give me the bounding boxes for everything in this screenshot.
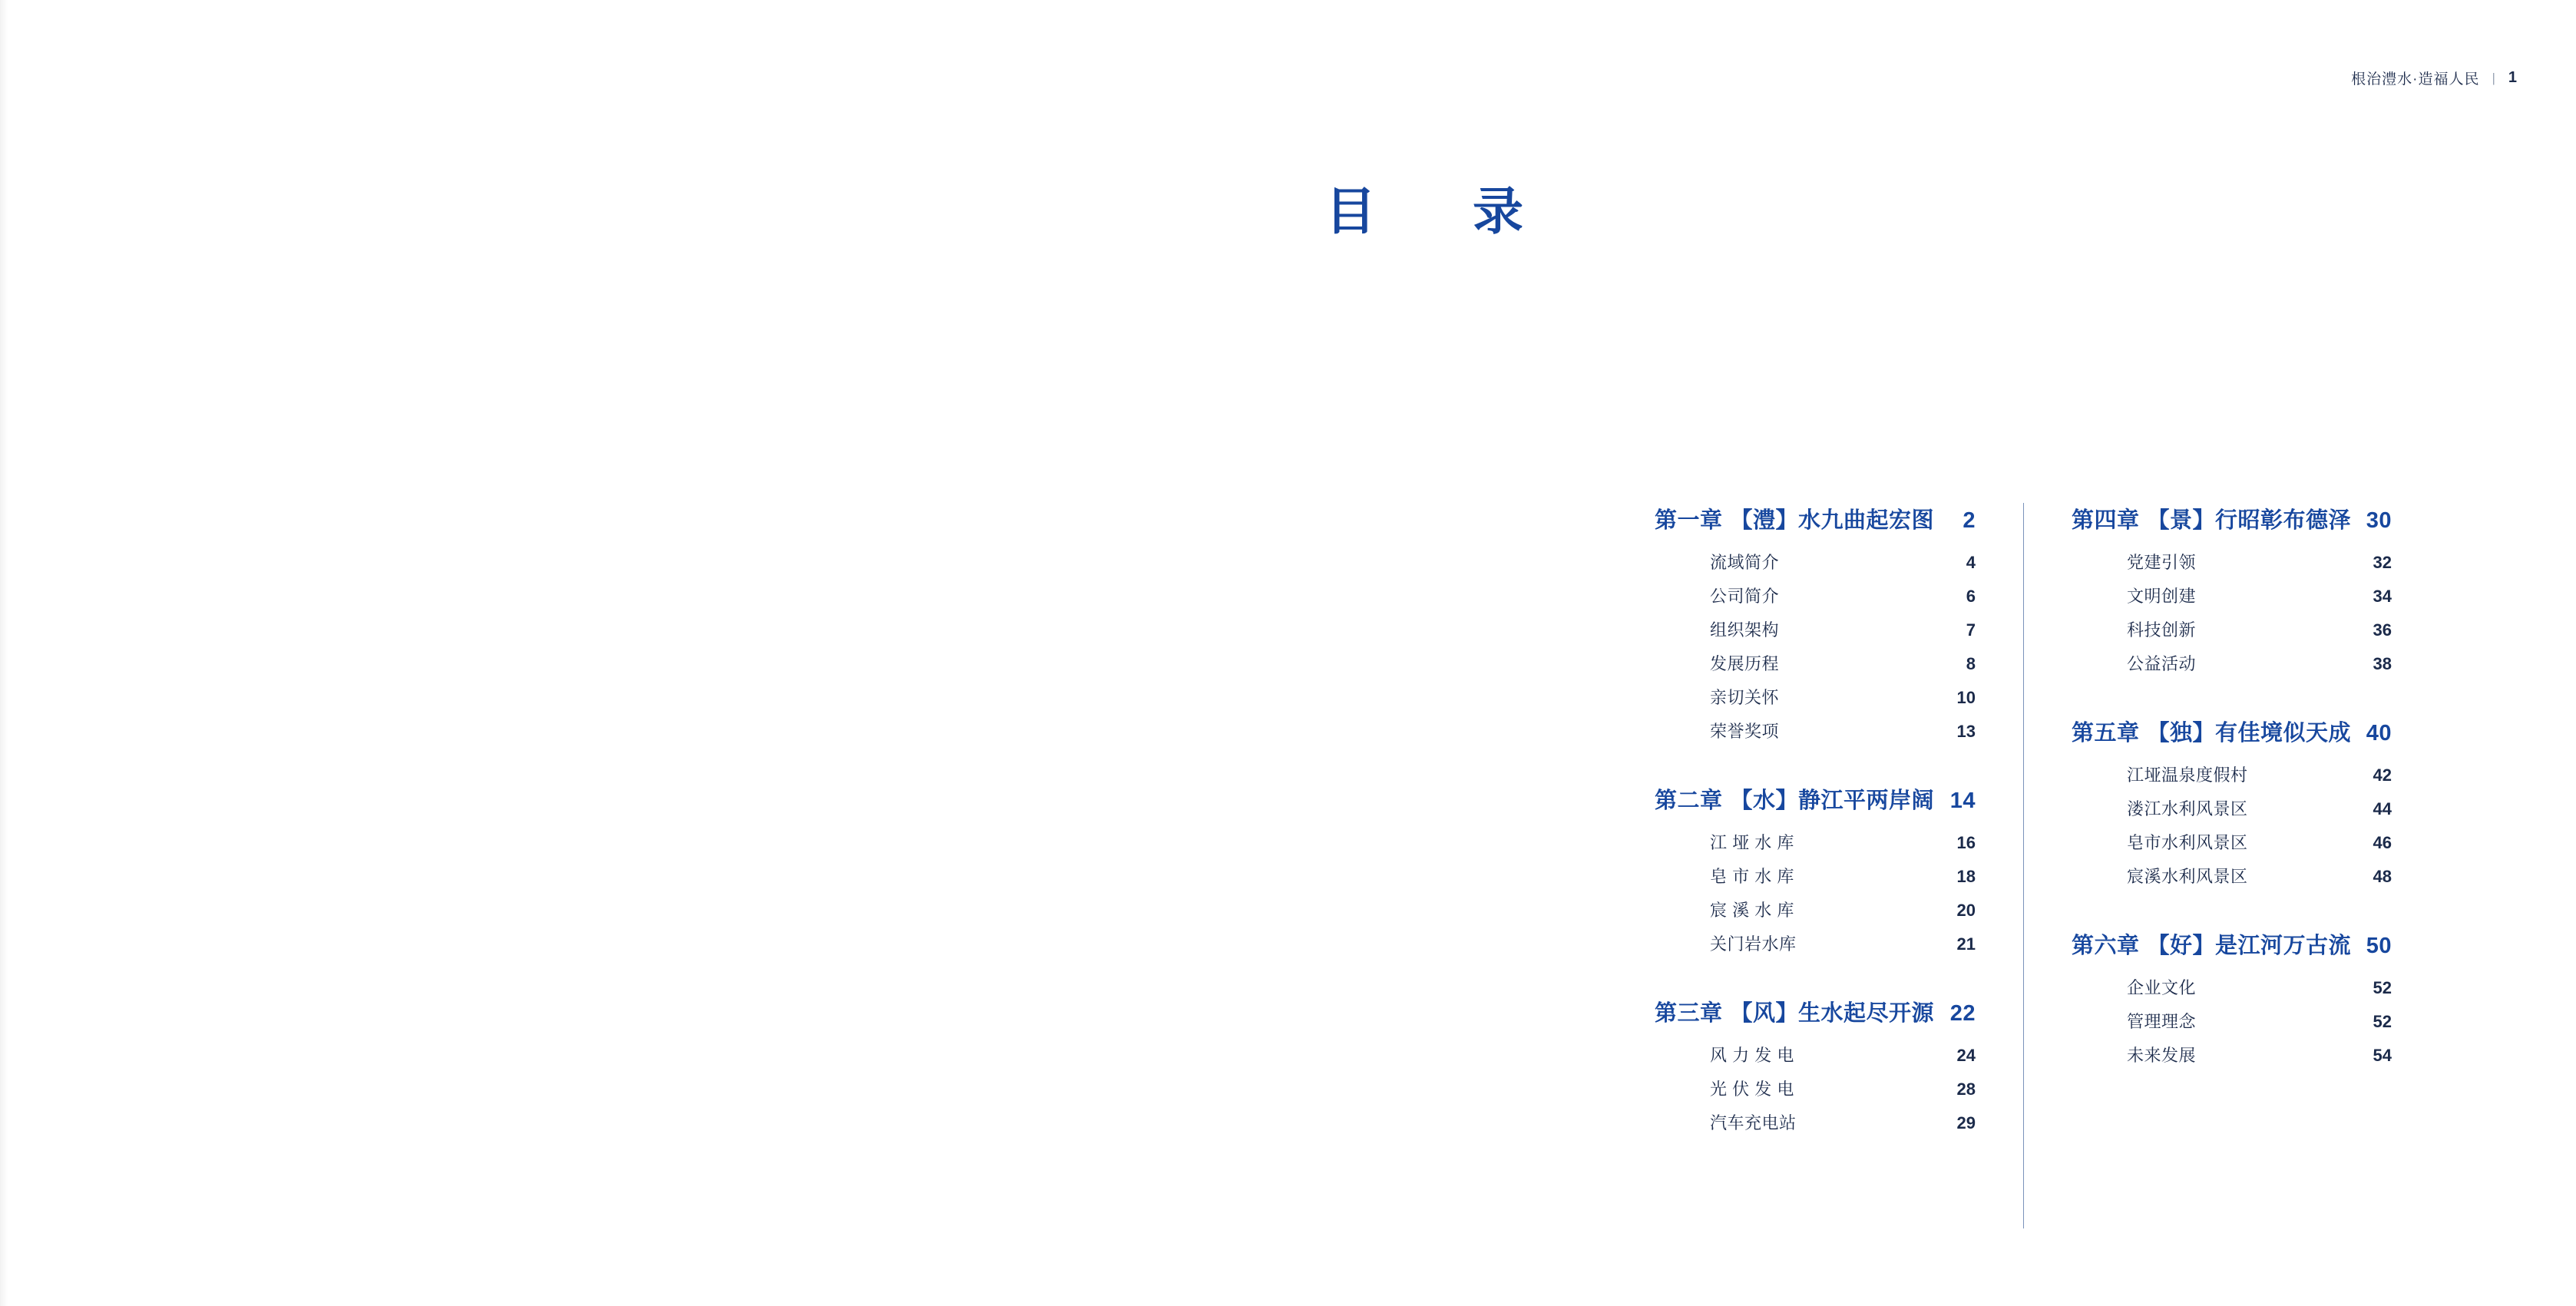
entry-label: 江垭温泉度假村 <box>2127 765 2248 785</box>
entry-label: 江 垭 水 库 <box>1710 833 1794 852</box>
entry-page-number: 21 <box>1956 934 1976 954</box>
entry-page-number: 38 <box>2373 654 2392 673</box>
chapter-heading[interactable] <box>2072 716 2392 747</box>
chapter-number: 第五章 <box>2072 721 2140 746</box>
list-item[interactable] <box>2127 980 2392 997</box>
list-item[interactable] <box>2127 835 2392 851</box>
entry-label: 公益活动 <box>2127 654 2197 673</box>
entry-page-number: 36 <box>2373 620 2392 640</box>
list-item[interactable] <box>1710 1081 1976 1098</box>
chapter-page-number: 22 <box>1949 1001 1976 1026</box>
chapter-title: 【澧】水九曲起宏图 <box>1730 508 1935 533</box>
chapter-title: 【风】生水起尽开源 <box>1730 1001 1935 1026</box>
running-header <box>2351 68 2518 88</box>
list-item[interactable] <box>1710 835 1976 851</box>
entry-label: 流域简介 <box>1710 553 1780 572</box>
chapter-number: 第二章 <box>1655 789 1723 813</box>
entry-label: 亲切关怀 <box>1710 688 1780 707</box>
entry-label: 组织架构 <box>1710 620 1780 640</box>
entry-label: 荣誉奖项 <box>1710 722 1780 741</box>
list-item[interactable] <box>1710 588 1976 605</box>
chapter-number: 第四章 <box>2072 508 2140 533</box>
entry-label: 公司简介 <box>1710 587 1780 606</box>
list-item[interactable] <box>2127 1013 2392 1030</box>
list-item[interactable] <box>1710 723 1976 740</box>
entry-label: 风 力 发 电 <box>1710 1046 1794 1065</box>
entry-page-number: 34 <box>2373 587 2392 606</box>
page-title: 目 录 <box>1325 183 1546 240</box>
entry-page-number: 48 <box>2373 867 2392 886</box>
list-item[interactable] <box>1710 902 1976 919</box>
entry-page-number: 8 <box>1966 654 1976 673</box>
entry-page-number: 46 <box>2373 833 2392 852</box>
running-header-separator: | <box>2492 70 2496 85</box>
list-item[interactable] <box>1710 1115 1976 1132</box>
chapter-block[interactable] <box>1655 503 1976 740</box>
chapter-sub-list <box>1655 554 1976 740</box>
list-item[interactable] <box>2127 801 2392 818</box>
chapter-title: 【好】是江河万古流 <box>2147 934 2352 958</box>
chapter-heading[interactable] <box>2072 503 2392 534</box>
entry-page-number: 20 <box>1956 901 1976 920</box>
list-item[interactable] <box>2127 622 2392 639</box>
entry-label: 宸 溪 水 库 <box>1710 901 1794 920</box>
entry-label: 汽车充电站 <box>1710 1113 1797 1132</box>
entry-page-number: 54 <box>2373 1046 2392 1065</box>
chapter-heading[interactable] <box>2072 928 2392 960</box>
list-item[interactable] <box>1710 656 1976 673</box>
list-item[interactable] <box>2127 588 2392 605</box>
entry-label: 溇江水利风景区 <box>2127 799 2248 818</box>
list-item[interactable] <box>1710 622 1976 639</box>
list-item[interactable] <box>2127 554 2392 571</box>
chapter-block[interactable] <box>1655 783 1976 953</box>
entry-label: 皂市水利风景区 <box>2127 833 2248 852</box>
chapter-page-number: 30 <box>2366 508 2392 533</box>
chapter-sub-list <box>2072 980 2392 1064</box>
running-header-page-number: 1 <box>2508 69 2518 86</box>
entry-page-number: 42 <box>2373 765 2392 785</box>
chapter-title: 【景】行昭彰布德泽 <box>2147 508 2352 533</box>
list-item[interactable] <box>2127 1047 2392 1064</box>
entry-page-number: 28 <box>1956 1080 1976 1099</box>
entry-page-number: 6 <box>1966 587 1976 606</box>
entry-page-number: 29 <box>1956 1113 1976 1132</box>
chapter-page-number: 50 <box>2366 934 2392 958</box>
entry-page-number: 10 <box>1956 688 1976 707</box>
entry-label: 企业文化 <box>2127 978 2197 997</box>
entry-page-number: 44 <box>2373 799 2392 818</box>
list-item[interactable] <box>2127 656 2392 673</box>
entry-label: 光 伏 发 电 <box>1710 1080 1794 1099</box>
chapter-page-number: 14 <box>1949 789 1976 813</box>
entry-page-number: 16 <box>1956 833 1976 852</box>
chapter-heading[interactable] <box>1655 996 1976 1027</box>
chapter-title: 【水】静江平两岸阔 <box>1730 789 1935 813</box>
chapter-sub-list <box>1655 1047 1976 1132</box>
chapter-title: 【独】有佳境似天成 <box>2147 721 2352 746</box>
running-header-title: 根治澧水·造福人民 <box>2351 71 2480 88</box>
list-item[interactable] <box>1710 936 1976 953</box>
list-item[interactable] <box>2127 868 2392 885</box>
chapter-number: 第一章 <box>1655 508 1723 533</box>
chapter-sub-list <box>2072 554 2392 673</box>
list-item[interactable] <box>1710 1047 1976 1064</box>
list-item[interactable] <box>1710 689 1976 706</box>
entry-label: 科技创新 <box>2127 620 2197 640</box>
chapter-number: 第三章 <box>1655 1001 1723 1026</box>
entry-page-number: 52 <box>2373 978 2392 997</box>
list-item[interactable] <box>2127 767 2392 784</box>
chapter-number: 第六章 <box>2072 934 2140 958</box>
chapter-page-number: 40 <box>2366 721 2392 746</box>
chapter-heading[interactable] <box>1655 503 1976 534</box>
entry-label: 未来发展 <box>2127 1046 2197 1065</box>
entry-page-number: 13 <box>1956 722 1976 741</box>
toc-column-left <box>1655 503 2023 1132</box>
entry-label: 发展历程 <box>1710 654 1780 673</box>
chapter-block[interactable] <box>2072 716 2392 885</box>
entry-label: 文明创建 <box>2127 587 2197 606</box>
table-of-contents <box>1655 503 2392 1228</box>
entry-label: 管理理念 <box>2127 1012 2197 1031</box>
entry-page-number: 4 <box>1966 553 1976 572</box>
entry-label: 皂 市 水 库 <box>1710 867 1794 886</box>
entry-label: 党建引领 <box>2127 553 2197 572</box>
entry-page-number: 24 <box>1956 1046 1976 1065</box>
list-item[interactable] <box>1710 868 1976 885</box>
entry-page-number: 32 <box>2373 553 2392 572</box>
chapter-page-number: 2 <box>1963 508 1976 533</box>
entry-label: 宸溪水利风景区 <box>2127 867 2248 886</box>
entry-page-number: 18 <box>1956 867 1976 886</box>
chapter-block[interactable] <box>1655 996 1976 1132</box>
chapter-sub-list <box>2072 767 2392 885</box>
chapter-heading[interactable] <box>1655 783 1976 815</box>
entry-page-number: 7 <box>1966 620 1976 640</box>
chapter-block[interactable] <box>2072 503 2392 673</box>
entry-label: 关门岩水库 <box>1710 934 1797 954</box>
list-item[interactable] <box>1710 554 1976 571</box>
chapter-sub-list <box>1655 835 1976 953</box>
chapter-block[interactable] <box>2072 928 2392 1064</box>
page-gutter-shadow <box>0 0 8 1306</box>
toc-column-right <box>2023 503 2392 1228</box>
entry-page-number: 52 <box>2373 1012 2392 1031</box>
